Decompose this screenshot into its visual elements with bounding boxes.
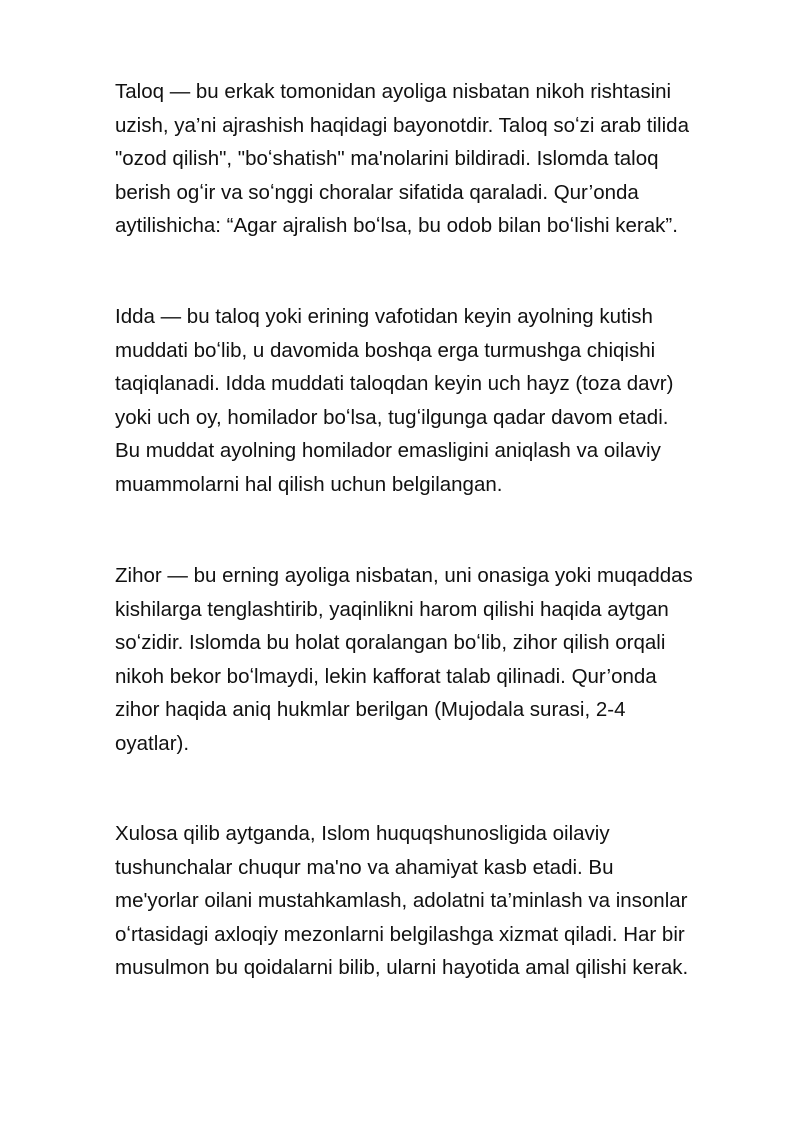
text-line: uzish, ya’ni ajrashish haqidagi bayonotdir. Taloq soʻzi arab tilida (115, 113, 689, 137)
text-line: musulmon bu qoidalarni bilib, ularni hayotida amal qilishi kerak. (115, 956, 689, 980)
text-line: nikoh bekor boʻlmaydi, lekin kafforat talab qilinadi. Qur’onda (115, 664, 657, 688)
text-line: Taloq — bu erkak tomonidan ayoliga nisbatan nikoh rishtasini (115, 80, 672, 103)
paragraph-idda (115, 300, 755, 502)
text-line: me'yorlar oilani mustahkamlash, adolatni ta’minlash va insonlar (115, 889, 688, 913)
text-line: muammolarni hal qilish uchun belgilangan. (115, 472, 503, 496)
text-line: yoki uch oy, homilador boʻlsa, tugʻilgunga qadar davom etadi. (115, 405, 669, 429)
paragraph-zihor (115, 559, 755, 761)
text-line: aytilishicha: “Agar ajralish boʻlsa, bu odob bilan boʻlishi kerak”. (115, 214, 678, 238)
text-line: zihor haqida aniq hukmlar berilgan (Mujodala surasi, 2-4 (115, 698, 626, 722)
text-line: tushunchalar chuqur ma'no va ahamiyat kasb etadi. Bu (115, 855, 614, 879)
text-line: berish ogʻir va soʻnggi choralar sifatida qaraladi. Qur’onda (115, 180, 639, 204)
text-line: soʻzidir. Islomda bu holat qoralangan boʻlib, zihor qilish orqali (115, 631, 666, 655)
text-line: muddati boʻlib, u davomida boshqa erga turmushga chiqishi (115, 338, 656, 362)
text-line: kishilarga tenglashtirib, yaqinlikni harom qilishi haqida aytgan (115, 597, 669, 621)
text-line: Zihor — bu erning ayoliga nisbatan, uni onasiga yoki muqaddas (115, 564, 693, 587)
text-line: oyatlar). (115, 731, 190, 755)
paragraph-xulosa (115, 817, 755, 985)
paragraph-taloq (115, 75, 755, 243)
text-line: Bu muddat ayolning homilador emasligini aniqlash va oilaviy (115, 439, 661, 463)
text-line: Idda — bu taloq yoki erining vafotidan keyin ayolning kutish (115, 305, 653, 328)
text-line: taqiqlanadi. Idda muddati taloqdan keyin uch hayz (toza davr) (115, 372, 674, 396)
text-line: "ozod qilish", "boʻshatish" ma'nolarini bildiradi. Islomda taloq (115, 147, 659, 171)
text-line: Xulosa qilib aytganda, Islom huquqshunosligida oilaviy (115, 822, 610, 845)
text-line: oʻrtasidagi axloqiy mezonlarni belgilashga xizmat qiladi. Har bir (115, 922, 685, 946)
